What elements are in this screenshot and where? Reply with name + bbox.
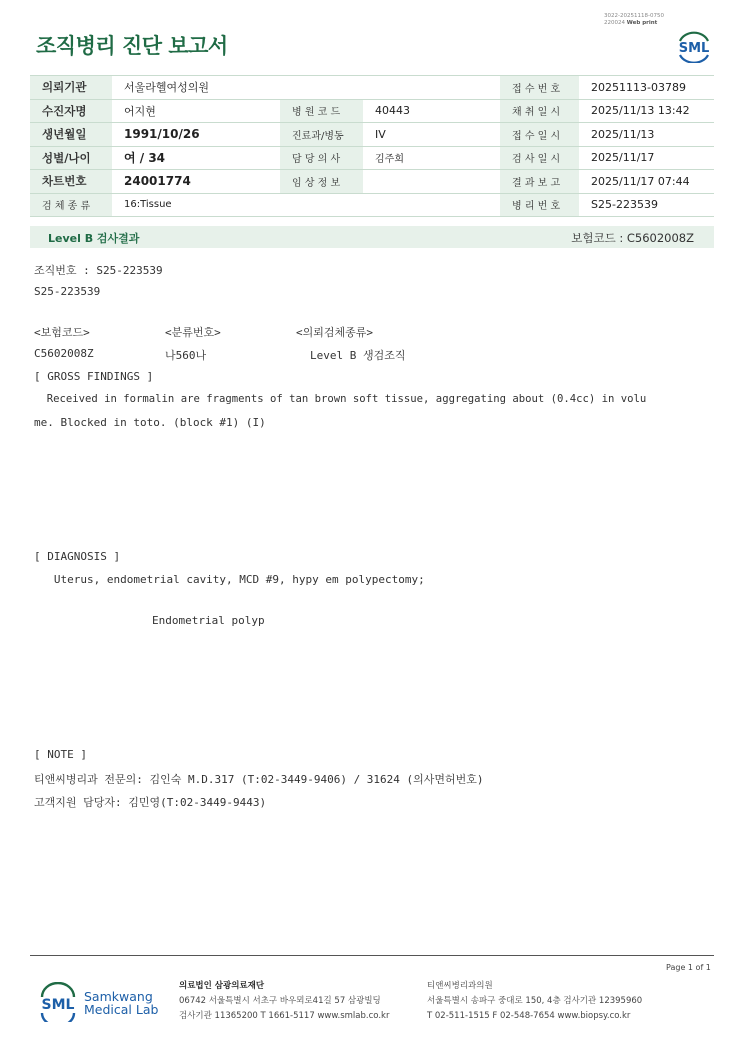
print-id — [604, 13, 664, 27]
report-value: 2025/11/17 07:44 — [579, 170, 714, 194]
hospital-code-label: 병 원 코 드 — [280, 99, 363, 123]
dept-label: 진료과/병동 — [280, 123, 363, 147]
col-class-head: <분류번호> — [165, 326, 221, 339]
tissue-number-line: 조직번호 : S25-223539 — [34, 264, 163, 277]
requesting-org-value: 서울라헬여성의원 — [112, 76, 500, 100]
hospital-code-value: 40443 — [363, 99, 500, 123]
collect-label: 채 취 일 시 — [500, 99, 579, 123]
footer-divider — [30, 955, 714, 956]
brand-line1: Samkwang — [84, 989, 153, 1004]
footer-org1 — [179, 979, 389, 1024]
brand-name — [84, 990, 158, 1016]
collect-value: 2025/11/13 13:42 — [579, 99, 714, 123]
clinical-value — [363, 170, 500, 194]
gross-findings-heading: [ GROSS FINDINGS ] — [34, 370, 154, 383]
birth-label: 생년월일 — [30, 123, 112, 147]
col-class-value: 나560나 — [165, 349, 207, 362]
doctor-label: 담 당 의 사 — [280, 146, 363, 170]
exam-date-value: 2025/11/17 — [579, 146, 714, 170]
footer-org2 — [427, 979, 642, 1024]
page-number: Page 1 of 1 — [666, 963, 711, 972]
dept-value: IV — [363, 123, 500, 147]
report-label: 결 과 보 고 — [500, 170, 579, 194]
org1-address: 06742 서울특별시 서초구 바우뫼로41길 57 삼광빌딩 — [179, 996, 381, 1006]
org1-name: 의료법인 삼광의료재단 — [179, 981, 265, 991]
insurance-code: 보험코드 : C5602008Z — [571, 231, 694, 245]
print-id-line2: 220024 — [604, 20, 625, 26]
note-line: 티앤씨병리과 전문의: 김인숙 M.D.317 (T:02-3449-9406) / 31624 (의사면허번호) — [34, 773, 484, 786]
print-id-line1: 3022-20251118-0750 — [604, 13, 664, 19]
note-heading: [ NOTE ] — [34, 748, 87, 761]
sex-age-label: 성별/나이 — [30, 146, 112, 170]
gross-findings-line: me. Blocked in toto. (block #1) (I) — [34, 416, 266, 429]
patient-label: 수진자명 — [30, 99, 112, 123]
diagnosis-heading: [ DIAGNOSIS ] — [34, 550, 121, 563]
sml-logo-icon — [674, 27, 714, 63]
org1-contact: 검사기관 11365200 T 1661-5117 www.smlab.co.kr — [179, 1011, 390, 1021]
col-specimen-value: Level B 생검조직 — [310, 349, 406, 362]
col-insurance-value: C5602008Z — [34, 347, 94, 360]
info-row — [30, 76, 714, 100]
requesting-org-label: 의뢰기관 — [30, 76, 112, 100]
note-line: 고객지원 담당자: 김민영(T:02-3449-9443) — [34, 796, 267, 809]
info-row — [30, 123, 714, 147]
diagnosis-line: Uterus, endometrial cavity, MCD #9, hypy em polypectomy; — [34, 573, 425, 586]
receipt-date-label: 접 수 일 시 — [500, 123, 579, 147]
org2-address: 서울특별시 송파구 중대로 150, 4층 검사기관 12395960 — [427, 996, 643, 1006]
footer-logo-text: SML — [41, 997, 75, 1013]
specimen-value: 16:Tissue — [112, 193, 500, 217]
info-row — [30, 170, 714, 194]
receipt-no-label: 접 수 번 호 — [500, 76, 579, 100]
exam-date-label: 검 사 일 시 — [500, 146, 579, 170]
sml-logo-text: SML — [678, 41, 710, 56]
info-row — [30, 146, 714, 170]
brand-line2: Medical Lab — [84, 1002, 159, 1017]
org2-name: 티앤씨병리과의원 — [427, 981, 493, 991]
result-section-title: Level B 검사결과 — [48, 232, 140, 245]
gross-findings-line: Received in formalin are fragments of tan brown soft tissue, aggregating about (0.4cc) in volu — [34, 393, 647, 405]
patient-value: 어지현 — [112, 99, 280, 123]
print-mode: Web print — [626, 20, 658, 26]
pathology-no-label: 병 리 번 호 — [500, 193, 579, 217]
result-section-bar — [30, 226, 714, 248]
org2-contact: T 02-511-1515 F 02-548-7654 www.biopsy.co.kr — [427, 1011, 631, 1021]
patient-info-table — [30, 75, 714, 217]
info-row — [30, 193, 714, 217]
specimen-label: 검 체 종 류 — [30, 193, 112, 217]
pathology-no-value: S25-223539 — [579, 193, 714, 217]
report-title: 조직병리 진단 보고서 — [36, 34, 228, 58]
info-row — [30, 99, 714, 123]
tissue-number: S25-223539 — [34, 285, 101, 298]
chart-value: 24001774 — [112, 170, 280, 194]
receipt-date-value: 2025/11/13 — [579, 123, 714, 147]
sex-age-value: 여 / 34 — [112, 146, 280, 170]
clinical-label: 임 상 정 보 — [280, 170, 363, 194]
sml-logo-icon — [36, 982, 80, 1022]
diagnosis-result: Endometrial polyp — [152, 614, 265, 627]
birth-value: 1991/10/26 — [112, 123, 280, 147]
chart-label: 차트번호 — [30, 170, 112, 194]
col-specimen-head: <의뢰검체종류> — [296, 326, 374, 339]
col-insurance-head: <보험코드> — [34, 326, 90, 339]
receipt-no-value: 20251113-03789 — [579, 76, 714, 100]
doctor-value: 김주희 — [363, 146, 500, 170]
